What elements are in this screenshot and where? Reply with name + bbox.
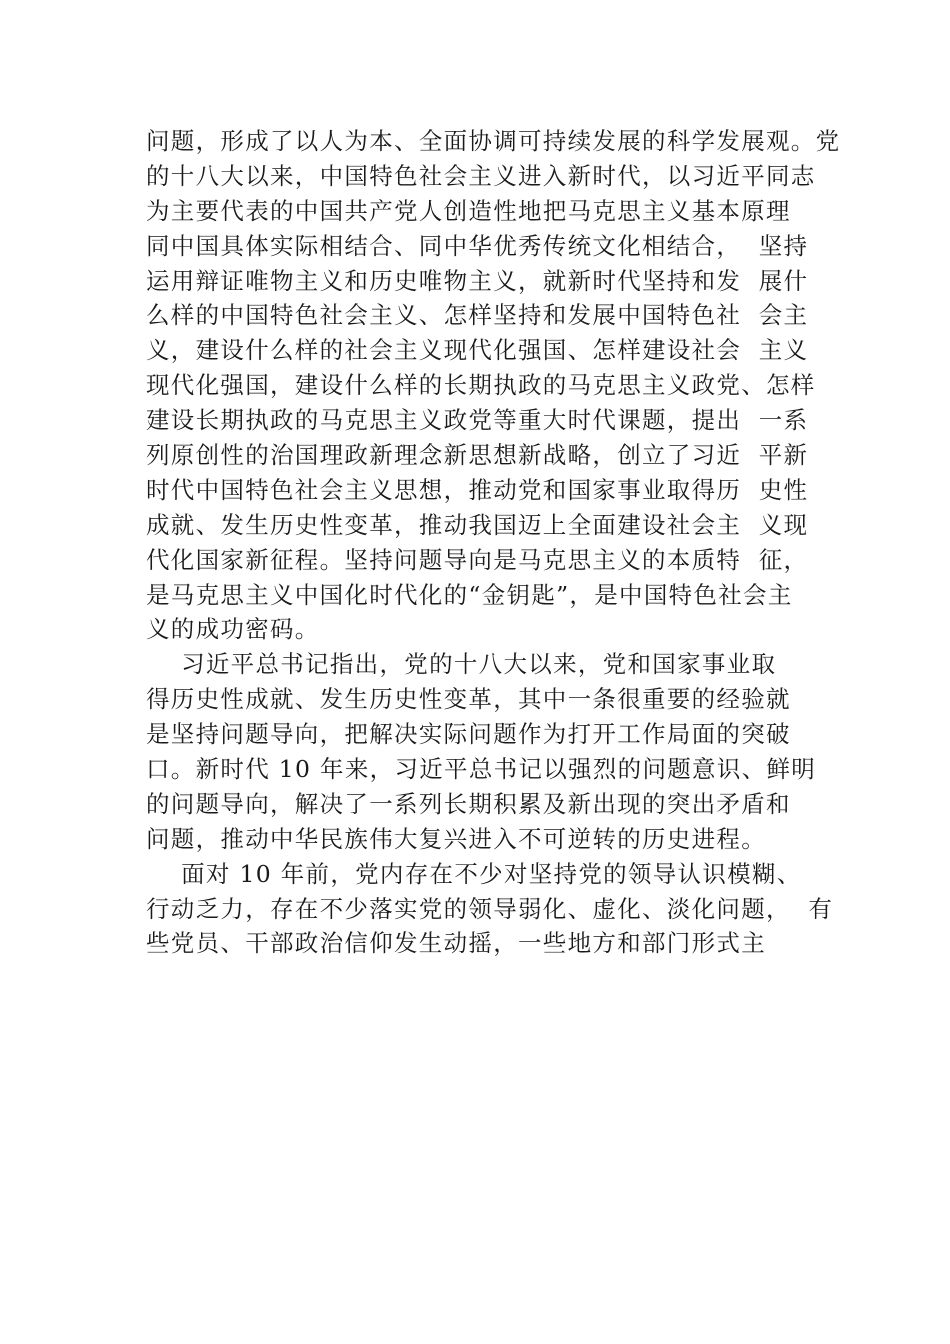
text-line: 是坚持问题导向，把解决实际问题作为打开工作局面的突破: [146, 720, 791, 749]
text-line: 列原创性的治国理政新理念新思想新战略，创立了习近 平新: [146, 441, 809, 470]
text-line: 义的成功密码。: [146, 615, 320, 644]
text-line: 建设长期执政的马克思主义政党等重大时代课题，提出 一系: [146, 406, 809, 435]
text-line: 为主要代表的中国共产党人创造性地把马克思主义基本原理: [146, 196, 791, 225]
text-line: 的十八大以来，中国特色社会主义进入新时代，以习近平同志: [146, 161, 816, 190]
body-text: [146, 124, 841, 961]
text-line: 的问题导向，解决了一系列长期积累及新出现的突出矛盾和: [146, 789, 791, 818]
text-line: 问题，推动中华民族伟大复兴进入不可逆转的历史进程。: [146, 824, 766, 853]
text-line: 口。新时代 10 年来，习近平总书记以强烈的问题意识、鲜明: [146, 755, 817, 784]
text-line: 同中国具体实际相结合、同中华优秀传统文化相结合， 坚持: [146, 231, 809, 260]
text-line: 运用辩证唯物主义和历史唯物主义，就新时代坚持和发 展什: [146, 266, 809, 295]
text-line: 问题，形成了以人为本、全面协调可持续发展的科学发展观。党: [146, 127, 841, 155]
text-line: 面对 10 年前，党内存在不少对坚持党的领导认识模糊、: [146, 859, 802, 888]
text-line: 得历史性成就、发生历史性变革，其中一条很重要的经验就: [146, 685, 791, 714]
text-line: 么样的中国特色社会主义、怎样坚持和发展中国特色社 会主: [146, 301, 809, 330]
text-line: 是马克思主义中国化时代化的“金钥匙”，是中国特色社会主: [146, 580, 793, 609]
text-line: 些党员、干部政治信仰发生动摇，一些地方和部门形式主: [146, 929, 766, 958]
text-line: 义，建设什么样的社会主义现代化强国、怎样建设社会 主义: [146, 336, 809, 365]
text-line: 成就、发生历史性变革，推动我国迈上全面建设社会主 义现: [146, 510, 809, 539]
text-line: 行动乏力，存在不少落实党的领导弱化、虚化、淡化问题， 有: [146, 894, 834, 923]
text-line: 现代化强国，建设什么样的长期执政的马克思主义政党、怎样: [146, 371, 816, 400]
text-line: 代化国家新征程。坚持问题导向是马克思主义的本质特 征，: [146, 545, 809, 574]
text-line: 时代中国特色社会主义思想，推动党和国家事业取得历 史性: [146, 475, 809, 504]
text-line: 习近平总书记指出，党的十八大以来，党和国家事业取: [146, 650, 777, 679]
